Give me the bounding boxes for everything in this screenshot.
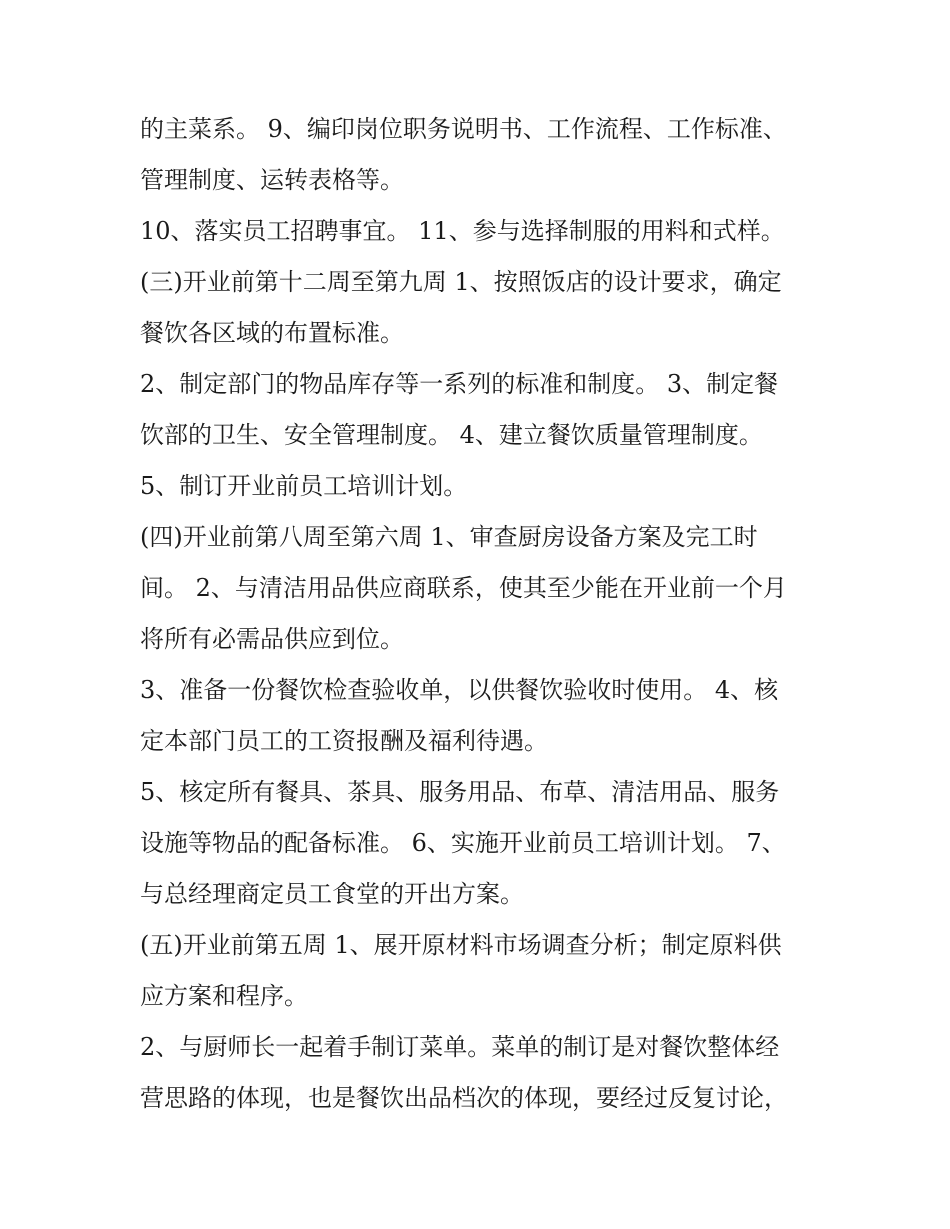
document-body [140, 104, 820, 1124]
text-line: 间。 2、与清洁用品供应商联系，使其至少能在开业前一个月 [140, 574, 787, 602]
text-line: 餐饮各区域的布置标准。 [140, 319, 404, 347]
text-line: (三)开业前第十二周至第九周 1、按照饭店的设计要求，确定 [140, 268, 782, 296]
text-line: (四)开业前第八周至第六周 1、审查厨房设备方案及完工时 [140, 523, 758, 551]
text-line: 设施等物品的配备标准。 6、实施开业前员工培训计划。 7、 [140, 829, 786, 857]
text-line: 饮部的卫生、安全管理制度。 4、建立餐饮质量管理制度。 [140, 421, 763, 449]
text-line: 的主菜系。 9、编印岗位职务说明书、工作流程、工作标准、 [140, 115, 787, 143]
text-line: 与总经理商定员工食堂的开出方案。 [140, 880, 524, 908]
text-line: 定本部门员工的工资报酬及福利待遇。 [140, 727, 548, 755]
text-line: 3、准备一份餐饮检查验收单，以供餐饮验收时使用。 4、核 [140, 676, 779, 704]
text-line: 10、落实员工招聘事宜。 11、参与选择制服的用料和式样。 [140, 217, 785, 245]
text-line: 应方案和程序。 [140, 982, 308, 1010]
text-line: 5、制订开业前员工培训计划。 [140, 472, 468, 500]
text-line: 2、与厨师长一起着手制订菜单。菜单的制订是对餐饮整体经 [140, 1033, 780, 1061]
text-line: 5、核定所有餐具、茶具、服务用品、布草、清洁用品、服务 [140, 778, 780, 806]
text-line: (五)开业前第五周 1、展开原材料市场调查分析；制定原料供 [140, 931, 782, 959]
text-line: 管理制度、运转表格等。 [140, 166, 404, 194]
text-line: 营思路的体现，也是餐饮出品档次的体现，要经过反复讨论， [140, 1084, 788, 1112]
text-line: 将所有必需品供应到位。 [140, 625, 404, 653]
text-line: 2、制定部门的物品库存等一系列的标准和制度。 3、制定餐 [140, 370, 779, 398]
